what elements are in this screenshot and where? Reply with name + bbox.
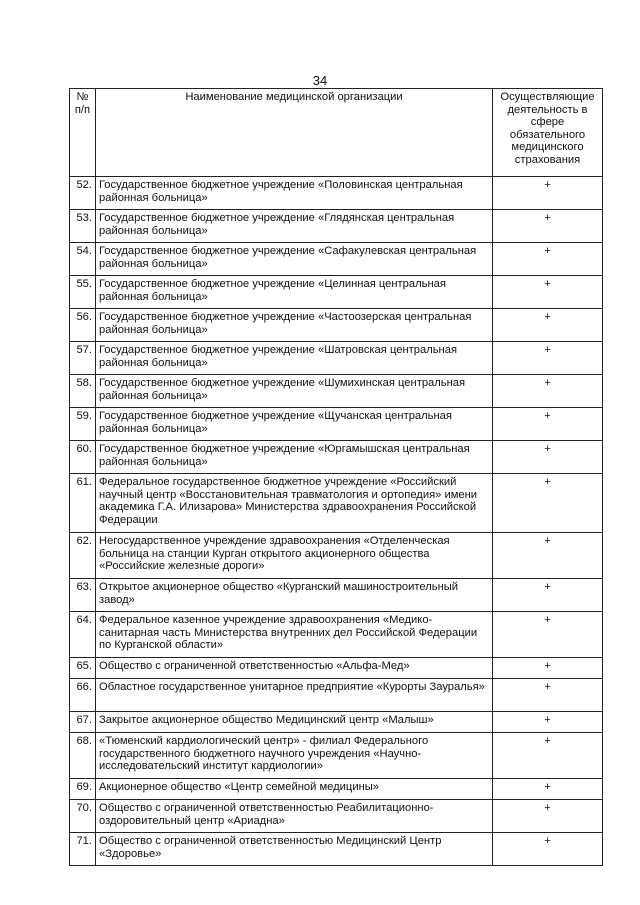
table-row (70, 658, 603, 679)
table-row (70, 474, 603, 533)
organization-name: Государственное бюджетное учреждение «Шатровская центральная районная больница» (96, 342, 493, 375)
organization-name: Закрытое акционерное общество Медицинский центр «Малыш» (96, 712, 493, 733)
oms-mark: + (493, 533, 603, 579)
row-number: 71. (70, 833, 96, 866)
organization-name: Открытое акционерное общество «Курганский машиностроительный завод» (96, 579, 493, 612)
row-number: 52. (70, 177, 96, 210)
row-number: 65. (70, 658, 96, 679)
oms-mark: + (493, 309, 603, 342)
table-row (70, 712, 603, 733)
oms-mark: + (493, 408, 603, 441)
organization-name: Государственное бюджетное учреждение «Сафакулевская центральная районная больница» (96, 243, 493, 276)
table-row (70, 779, 603, 800)
table-row (70, 342, 603, 375)
organization-name: «Тюменский кардиологический центр» - филиал Федерального государственного бюджетного научного учреждения «Научно-исследовательский институт кардиологии» (96, 733, 493, 779)
organization-name: Федеральное государственное бюджетное учреждение «Российский научный центр «Восстановительная травматология и ортопедия» имени академика Г.А. Илизарова» Министерства здравоохранения Российской Федерации (96, 474, 493, 533)
oms-mark: + (493, 177, 603, 210)
row-number: 70. (70, 800, 96, 833)
table-row (70, 612, 603, 658)
header-number: № п/п (70, 89, 96, 177)
row-number: 63. (70, 579, 96, 612)
row-number: 60. (70, 441, 96, 474)
organization-name: Общество с ограниченной ответственностью Медицинский Центр «Здоровье» (96, 833, 493, 866)
table-row (70, 375, 603, 408)
table-row (70, 833, 603, 866)
oms-mark: + (493, 679, 603, 712)
row-number: 57. (70, 342, 96, 375)
table-row (70, 533, 603, 579)
oms-mark: + (493, 612, 603, 658)
oms-mark: + (493, 243, 603, 276)
medical-organizations-table (69, 88, 603, 866)
table-body (70, 177, 603, 866)
oms-mark: + (493, 779, 603, 800)
organization-name: Государственное бюджетное учреждение «Глядянская центральная районная больница» (96, 210, 493, 243)
oms-mark: + (493, 800, 603, 833)
row-number: 58. (70, 375, 96, 408)
table-row (70, 276, 603, 309)
row-number: 61. (70, 474, 96, 533)
table-row (70, 800, 603, 833)
oms-mark: + (493, 474, 603, 533)
oms-mark: + (493, 210, 603, 243)
row-number: 66. (70, 679, 96, 712)
organization-name: Государственное бюджетное учреждение «Щучанская центральная районная больница» (96, 408, 493, 441)
organization-name: Государственное бюджетное учреждение «Половинская центральная районная больница» (96, 177, 493, 210)
row-number: 59. (70, 408, 96, 441)
organization-name: Государственное бюджетное учреждение «Шумихинская центральная районная больница» (96, 375, 493, 408)
table-row (70, 309, 603, 342)
oms-mark: + (493, 342, 603, 375)
oms-mark: + (493, 579, 603, 612)
table-row (70, 408, 603, 441)
row-number: 54. (70, 243, 96, 276)
row-number: 69. (70, 779, 96, 800)
oms-mark: + (493, 375, 603, 408)
table-row (70, 679, 603, 712)
table-row (70, 177, 603, 210)
table-header-row (70, 89, 603, 177)
row-number: 53. (70, 210, 96, 243)
row-number: 67. (70, 712, 96, 733)
table-row (70, 733, 603, 779)
row-number: 62. (70, 533, 96, 579)
oms-mark: + (493, 276, 603, 309)
table-row (70, 441, 603, 474)
row-number: 68. (70, 733, 96, 779)
oms-mark: + (493, 658, 603, 679)
row-number: 64. (70, 612, 96, 658)
oms-mark: + (493, 441, 603, 474)
row-number: 55. (70, 276, 96, 309)
oms-mark: + (493, 833, 603, 866)
organization-name: Акционерное общество «Центр семейной медицины» (96, 779, 493, 800)
organization-name: Федеральное казенное учреждение здравоохранения «Медико-санитарная часть Министерства внутренних дел Российской Федерации по Курганской области» (96, 612, 493, 658)
page-number: 34 (312, 73, 328, 88)
table-row (70, 579, 603, 612)
organization-name: Областное государственное унитарное предприятие «Курорты Зауралья» (96, 679, 493, 712)
oms-mark: + (493, 733, 603, 779)
organization-name: Государственное бюджетное учреждение «Частоозерская центральная районная больница» (96, 309, 493, 342)
header-oms-activity: Осуществляющие деятельность в сфере обязательного медицинского страхования (493, 89, 603, 177)
header-organization-name: Наименование медицинской организации (96, 89, 493, 177)
oms-mark: + (493, 712, 603, 733)
table-row (70, 243, 603, 276)
organization-name: Негосударственное учреждение здравоохранения «Отделенческая больница на станции Курган открытого акционерного общества «Российские железные дороги» (96, 533, 493, 579)
organization-name: Государственное бюджетное учреждение «Целинная центральная районная больница» (96, 276, 493, 309)
table-row (70, 210, 603, 243)
row-number: 56. (70, 309, 96, 342)
organization-name: Общество с ограниченной ответственностью Реабилитационно-оздоровительный центр «Ариадна» (96, 800, 493, 833)
organization-name: Государственное бюджетное учреждение «Юргамышская центральная районная больница» (96, 441, 493, 474)
organization-name: Общество с ограниченной ответственностью «Альфа-Мед» (96, 658, 493, 679)
